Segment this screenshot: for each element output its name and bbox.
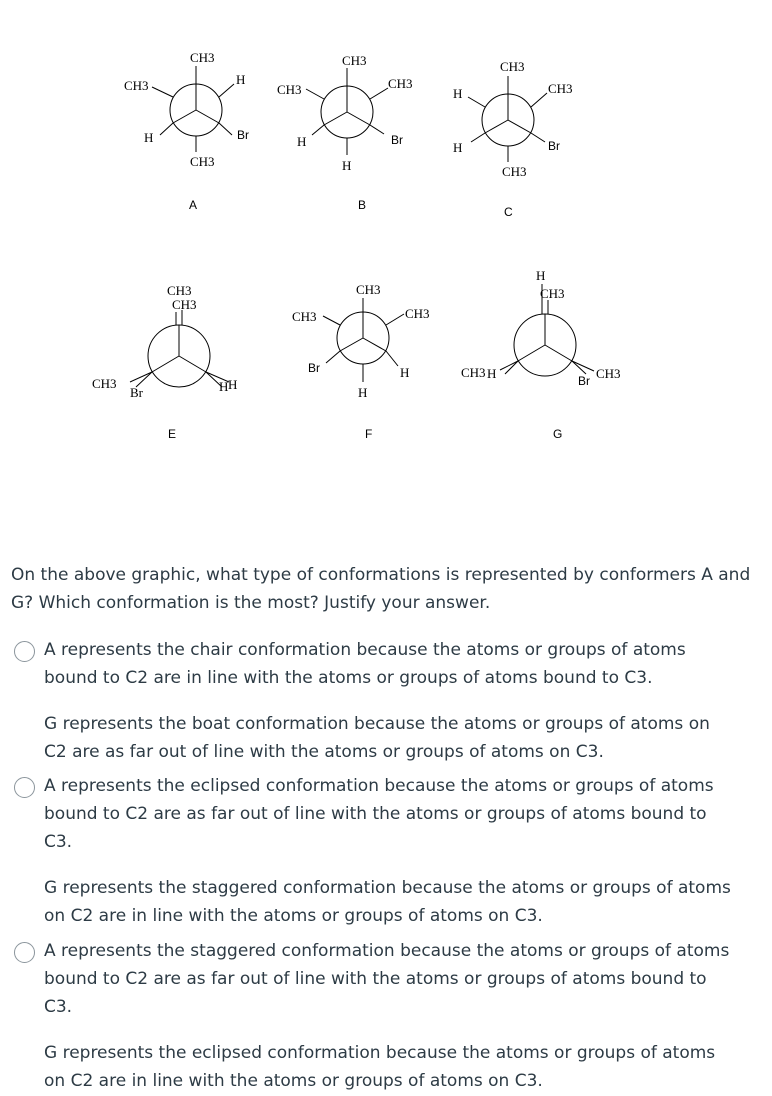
option-line-g: G represents the staggered conformation because the atoms or groups of atoms on C2 are in line with the atoms or groups of atoms on C3. xyxy=(44,878,731,926)
atom-label: Br xyxy=(308,361,320,375)
atom-label: H xyxy=(144,130,154,145)
atom-label: H xyxy=(487,366,497,381)
answer-option-text xyxy=(44,772,734,930)
atom-label: CH3 xyxy=(172,297,197,312)
radio-button-1[interactable] xyxy=(14,641,35,662)
conformer-label-c: C xyxy=(504,205,513,219)
atom-label: H xyxy=(219,379,229,394)
atom-label: CH3 xyxy=(277,82,302,97)
option-line-g: G represents the boat conformation because the atoms or groups of atoms on C2 are as far out of line with the atoms or groups of atoms on C3. xyxy=(44,714,710,762)
atom-label: CH3 xyxy=(540,286,565,301)
conformer-label-f: F xyxy=(365,427,373,441)
atom-label: CH3 xyxy=(461,365,486,380)
atom-label: H xyxy=(400,365,410,380)
newman-projection-a xyxy=(124,50,249,212)
radio-button-3[interactable] xyxy=(14,942,35,963)
option-line-g: G represents the eclipsed conformation because the atoms or groups of atoms on C2 are in line with the atoms or groups of atoms on C3. xyxy=(44,1043,716,1091)
atom-label: CH3 xyxy=(596,366,621,381)
atom-label: Br xyxy=(391,133,403,147)
atom-label: CH3 xyxy=(92,376,117,391)
atom-label: CH3 xyxy=(190,154,215,169)
atom-label: Br xyxy=(237,128,249,142)
atom-label: H xyxy=(536,268,546,283)
atom-label: CH3 xyxy=(292,309,317,324)
atom-label: CH3 xyxy=(405,306,430,321)
atom-label: Br xyxy=(130,385,143,400)
conformer-label-g: G xyxy=(553,427,563,441)
atom-label: H xyxy=(342,158,352,173)
newman-projections-figure xyxy=(0,0,772,460)
atom-label: CH3 xyxy=(548,81,573,96)
atom-label: CH3 xyxy=(500,59,525,74)
conformer-label-a: A xyxy=(189,198,198,212)
atom-label: H xyxy=(236,72,246,87)
atom-label: H xyxy=(358,385,368,400)
atom-label: CH3 xyxy=(388,76,413,91)
newman-projection-b xyxy=(277,53,413,212)
atom-label: CH3 xyxy=(342,53,367,68)
question-text: On the above graphic, what type of conformations is represented by conformers A and G? Which conformation is the most? Justify your answer. xyxy=(11,565,751,613)
conformer-label-e: E xyxy=(168,427,177,441)
atom-label: Br xyxy=(548,139,560,153)
answer-option-text xyxy=(44,636,734,766)
newman-projection-g xyxy=(461,268,621,441)
atom-label: H xyxy=(297,134,307,149)
newman-projection-c xyxy=(453,59,573,219)
atom-label: CH3 xyxy=(124,78,149,93)
newman-projection-f xyxy=(292,282,430,441)
atom-label: CH3 xyxy=(190,50,215,65)
option-line-a: A represents the eclipsed conformation because the atoms or groups of atoms bound to C2 are as far out of line with the atoms or groups of atoms bound to C3. xyxy=(44,776,714,852)
atom-label: H xyxy=(453,140,463,155)
answer-option-text xyxy=(44,937,734,1095)
conformer-label-b: B xyxy=(358,198,367,212)
atom-label: CH3 xyxy=(167,283,192,298)
atom-label: CH3 xyxy=(502,164,527,179)
option-line-a: A represents the chair conformation because the atoms or groups of atoms bound to C2 are in line with the atoms or groups of atoms bound to C3. xyxy=(44,640,686,688)
atom-label: H xyxy=(228,377,238,392)
atom-label: Br xyxy=(578,374,590,388)
newman-projection-e xyxy=(92,283,237,441)
radio-button-2[interactable] xyxy=(14,777,35,798)
option-line-a: A represents the staggered conformation because the atoms or groups of atoms bound to C2 are as far out of line with the atoms or groups of atoms bound to C3. xyxy=(44,941,730,1017)
atom-label: H xyxy=(453,86,463,101)
atom-label: CH3 xyxy=(356,282,381,297)
